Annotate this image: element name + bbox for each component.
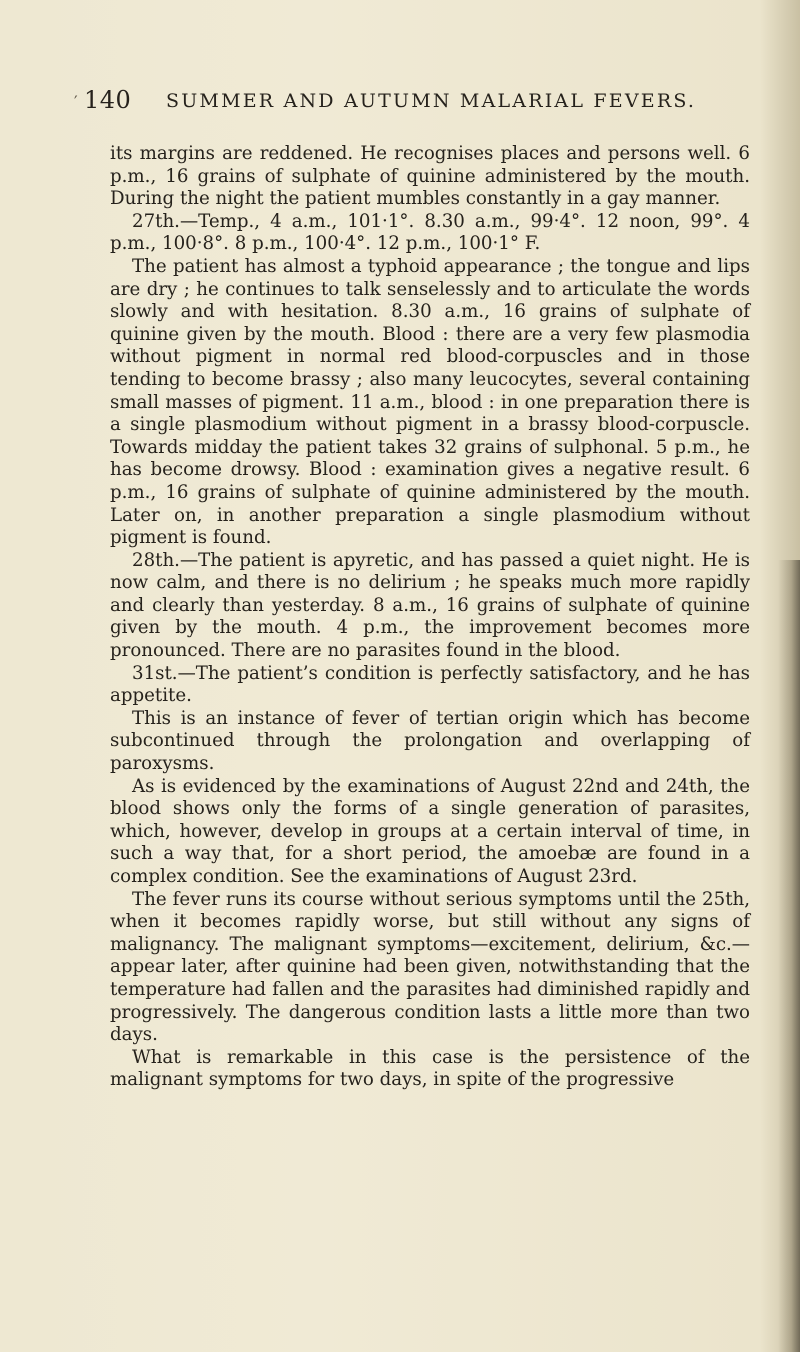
paragraph: 27th.—Temp., 4 a.m., 101·1°. 8.30 a.m., 99·4°. 12 noon, 99°. 4 p.m., 100·8°. 8 p.m., 100·4°. 12 p.m., 100·1° F. [110,210,750,255]
page-edge-shadow [778,560,800,1352]
paragraph: The fever runs its course without serious symptoms until the 25th, when it becomes rapidly worse, but still without any signs of malignancy. The malignant symptoms—excitement, delirium, &c.—appear later, after quinine had been given, notwithstanding that the temperature had fallen and the parasites had diminished rapidly and progressively. The dangerous condition lasts a little more than two days. [110,888,750,1046]
margin-mark: ′ [74,92,78,111]
paragraph: The patient has almost a typhoid appearance ; the tongue and lips are dry ; he continues to talk senselessly and to articulate the words slowly and with hesitation. 8.30 a.m., 16 grains of sulphate of quinine given by the mouth. Blood : there are a very few plasmodia without pigment in normal red blood-corpuscles and in those tending to become brassy ; also many leucocytes, several containing small masses of pigment. 11 a.m., blood : in one preparation there is a single plasmodium without pigment in a brassy blood-corpuscle. Towards midday the patient takes 32 grains of sulphonal. 5 p.m., he has become drowsy. Blood : examination gives a negative result. 6 p.m., 16 grains of sulphate of quinine administered by the mouth. Later on, in another preparation a single plasmodium without pigment is found. [110,255,750,549]
paragraph: its margins are reddened. He recognises places and persons well. 6 p.m., 16 grains of sulphate of quinine administered by the mouth. During the night the patient mumbles constantly in a gay manner. [110,143,750,210]
body-text [110,143,750,1092]
page-number: 140 [84,86,132,114]
paragraph: What is remarkable in this case is the persistence of the malignant symptoms for two days, in spite of the progressive [110,1046,750,1091]
paragraph: As is evidenced by the examinations of August 22nd and 24th, the blood shows only the forms of a single generation of parasites, which, however, develop in groups at a certain interval of time, in such a way that, for a short period, the amoebæ are found in a complex condition. See the examinations of August 23rd. [110,775,750,887]
paragraph: This is an instance of fever of tertian origin which has become subcontinued through the prolongation and overlapping of paroxysms. [110,707,750,775]
paragraph: 28th.—The patient is apyretic, and has passed a quiet night. He is now calm, and there is no delirium ; he speaks much more rapidly and clearly than yesterday. 8 a.m., 16 grains of sulphate of quinine given by the mouth. 4 p.m., the improvement becomes more pronounced. There are no parasites found in the blood. [110,549,750,662]
paragraph: 31st.—The patient’s condition is perfectly satisfactory, and he has appetite. [110,662,750,707]
page-header [74,86,744,126]
running-head: SUMMER AND AUTUMN MALARIAL FEVERS. [166,90,697,112]
